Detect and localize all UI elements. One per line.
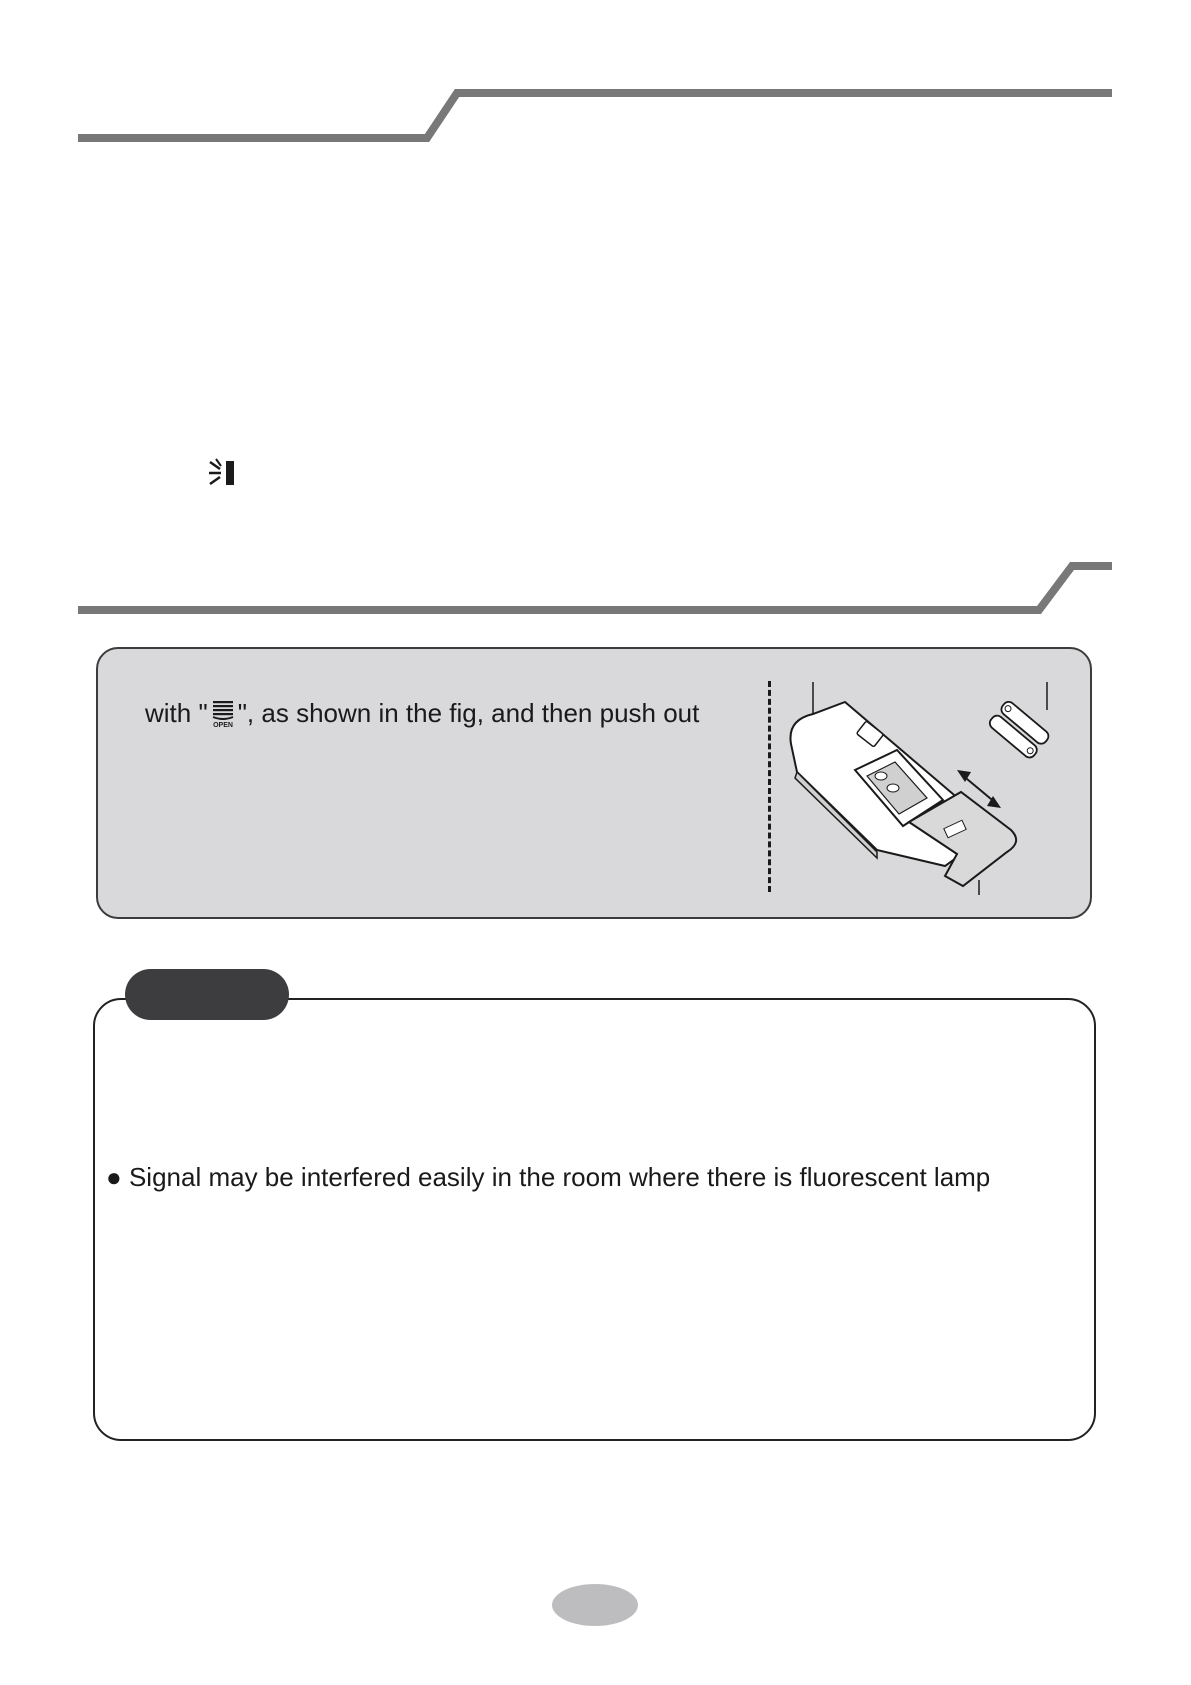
page-number-oval [552,1584,638,1626]
remote-battery-compartment-illustration [785,680,1080,900]
section-header-rules [0,0,1191,640]
note-header-tab [125,969,289,1020]
open-icon-label: OPEN [212,721,233,728]
signal-transmit-icon [208,458,242,488]
top-header-rule [78,93,1112,138]
battery-instruction-text [145,698,699,729]
instruction-text-before: with " [145,698,208,728]
open-cover-icon [210,700,236,728]
note-line-text: Signal may be interfered easily in the room where there is fluorescent lamp [128,1162,991,1192]
note-bullet-line [106,1162,990,1193]
middle-header-rule [78,566,1112,610]
instruction-text-after: ", as shown in the fig, and then push out [237,698,700,728]
bullet-icon: ● [106,1162,122,1192]
note-box [93,998,1096,1441]
panel-dashed-divider [768,681,771,892]
